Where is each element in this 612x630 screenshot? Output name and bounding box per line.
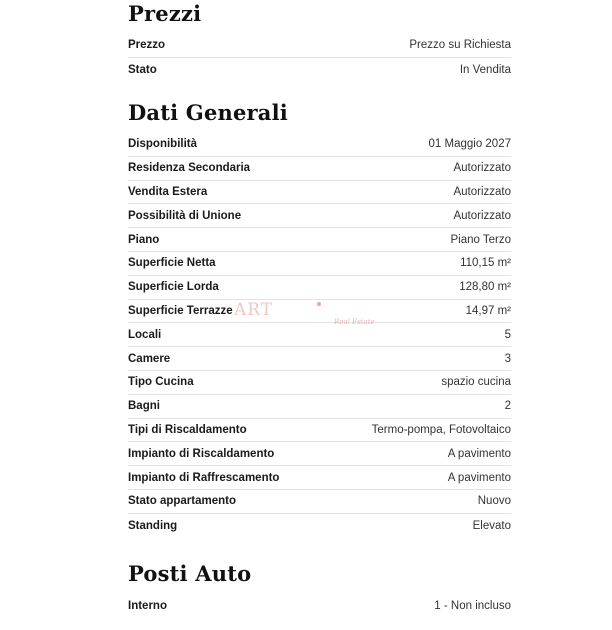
detail-label: Interno <box>128 599 167 612</box>
detail-label: Standing <box>128 519 178 532</box>
detail-row <box>128 371 511 395</box>
detail-value: 5 <box>504 328 511 341</box>
detail-value: 2 <box>504 400 511 413</box>
detail-label: Superficie Lorda <box>128 281 219 294</box>
detail-row <box>128 58 511 82</box>
detail-label: Impianto di Raffrescamento <box>128 471 280 484</box>
posti-auto-title: Posti Auto <box>128 561 252 586</box>
detail-row <box>128 157 511 181</box>
detail-label: Disponibilità <box>128 138 197 151</box>
detail-label: Vendita Estera <box>128 185 208 198</box>
detail-label: Bagni <box>128 400 160 413</box>
detail-value: 110,15 m² <box>460 257 511 270</box>
detail-row <box>128 419 511 443</box>
detail-row <box>128 442 511 466</box>
detail-value: A pavimento <box>447 447 511 460</box>
detail-row <box>128 204 511 228</box>
detail-row <box>128 514 511 538</box>
detail-value: 01 Maggio 2027 <box>428 138 511 151</box>
detail-label: Impianto di Riscaldamento <box>128 447 275 460</box>
detail-value: Autorizzato <box>453 209 511 222</box>
detail-label: Residenza Secondaria <box>128 162 251 175</box>
detail-row <box>128 228 511 252</box>
posti-auto-rows <box>128 594 511 618</box>
detail-value: Piano Terzo <box>450 233 511 246</box>
detail-label: Piano <box>128 233 160 246</box>
detail-label: Superficie Netta <box>128 257 216 270</box>
detail-row <box>128 252 511 276</box>
detail-row <box>128 181 511 205</box>
prezzi-section <box>128 2 511 82</box>
detail-value: 128,80 m² <box>459 281 511 294</box>
detail-value: Autorizzato <box>453 162 511 175</box>
detail-row <box>128 594 511 618</box>
detail-value: In Vendita <box>459 63 511 76</box>
detail-row <box>128 347 511 371</box>
detail-value: 14,97 m² <box>465 304 511 317</box>
detail-row <box>128 395 511 419</box>
detail-value: 1 - Non incluso <box>434 599 511 612</box>
detail-label: Camere <box>128 352 171 365</box>
dati-generali-rows <box>128 133 511 538</box>
detail-label: Locali <box>128 328 162 341</box>
detail-value: 3 <box>504 352 511 365</box>
detail-row <box>128 34 511 58</box>
detail-value: spazio cucina <box>441 376 511 389</box>
detail-value: A pavimento <box>447 471 511 484</box>
detail-label: Tipo Cucina <box>128 376 194 389</box>
detail-value: Autorizzato <box>453 185 511 198</box>
prezzi-rows <box>128 34 511 82</box>
detail-label: Tipi di Riscaldamento <box>128 423 247 436</box>
detail-label: Stato <box>128 63 157 76</box>
detail-label: Stato appartamento <box>128 495 236 508</box>
detail-row <box>128 323 511 347</box>
detail-row <box>128 300 511 324</box>
detail-label: Possibilità di Unione <box>128 209 242 222</box>
detail-row <box>128 490 511 514</box>
prezzi-title: Prezzi <box>128 1 202 26</box>
detail-label: Prezzo <box>128 39 166 52</box>
posti-auto-section <box>128 562 511 618</box>
dati-generali-section <box>128 101 511 538</box>
detail-value: Elevato <box>472 519 511 532</box>
detail-label: Superficie Terrazze <box>128 304 233 317</box>
detail-value: Prezzo su Richiesta <box>409 39 511 52</box>
detail-row <box>128 276 511 300</box>
watermark-word: ART <box>234 300 274 320</box>
detail-row <box>128 466 511 490</box>
detail-value: Nuovo <box>477 495 511 508</box>
watermark-subtitle: Real Estate <box>334 318 375 326</box>
detail-value: Termo-pompa, Fotovoltaico <box>371 423 511 436</box>
detail-row <box>128 133 511 157</box>
dati-generali-title: Dati Generali <box>128 100 288 125</box>
